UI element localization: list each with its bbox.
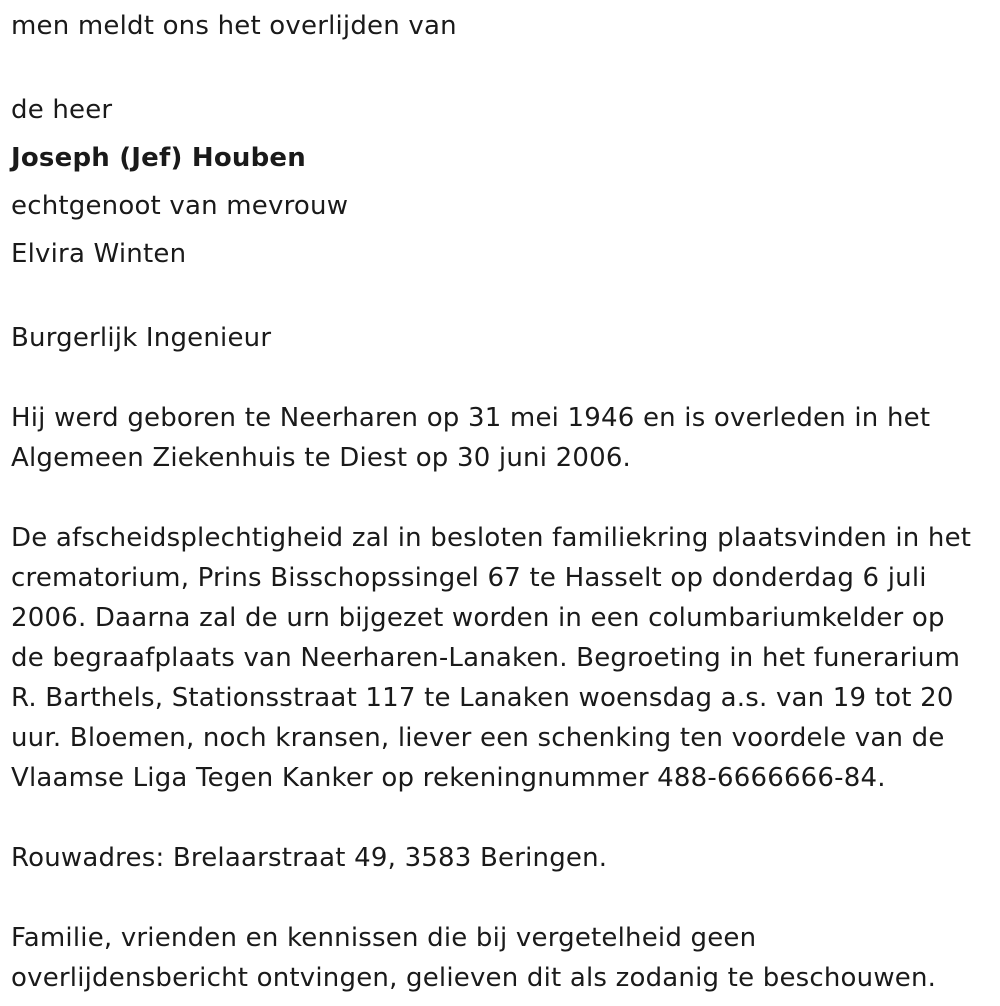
ceremony-paragraph: De afscheidsplechtigheid zal in besloten familiekring plaatsvinden in het crematorium, Prins Bisschopssingel 67 te Hasselt op donderdag 6 juli 2006. Daarna zal de urn bijgezet worden in een columbariumkelder op de begraafplaats van Neerharen-Lanaken. Begroeting in het funerarium R. Barthels, Stationsstraat 117 te Lanaken woensdag a.s. van 19 tot 20 uur. Bloemen, noch kransen, liever een schenking ten voordele van de Vlaamse Liga Tegen Kanker op rekeningnummer 488-6666666-84.	[11, 523, 972, 793]
intro-text: men meldt ons het overlijden van	[11, 11, 457, 41]
spouse-name: Elvira Winten	[11, 239, 187, 269]
profession-text: Burgerlijk Ingenieur	[11, 323, 272, 353]
spacer	[11, 878, 986, 918]
deceased-name: Joseph (Jef) Houben	[11, 143, 306, 173]
spacer	[11, 478, 986, 518]
mourning-address: Rouwadres: Brelaarstraat 49, 3583 Beringen.	[11, 843, 608, 873]
spacer	[11, 46, 986, 86]
spacer	[11, 278, 986, 318]
birth-death-paragraph: Hij werd geboren te Neerharen op 31 mei 1946 en is overleden in het Algemeen Ziekenhuis te Diest op 30 juni 2006.	[11, 403, 931, 473]
closing-paragraph: Familie, vrienden en kennissen die bij vergetelheid geen overlijdensbericht ontvingen, gelieven dit als zodanig te beschouwen.	[11, 923, 937, 993]
spouse-label: echtgenoot van mevrouw	[11, 191, 349, 221]
death-notice	[11, 6, 986, 998]
title-text: de heer	[11, 95, 113, 125]
spacer	[11, 798, 986, 838]
spacer	[11, 358, 986, 398]
